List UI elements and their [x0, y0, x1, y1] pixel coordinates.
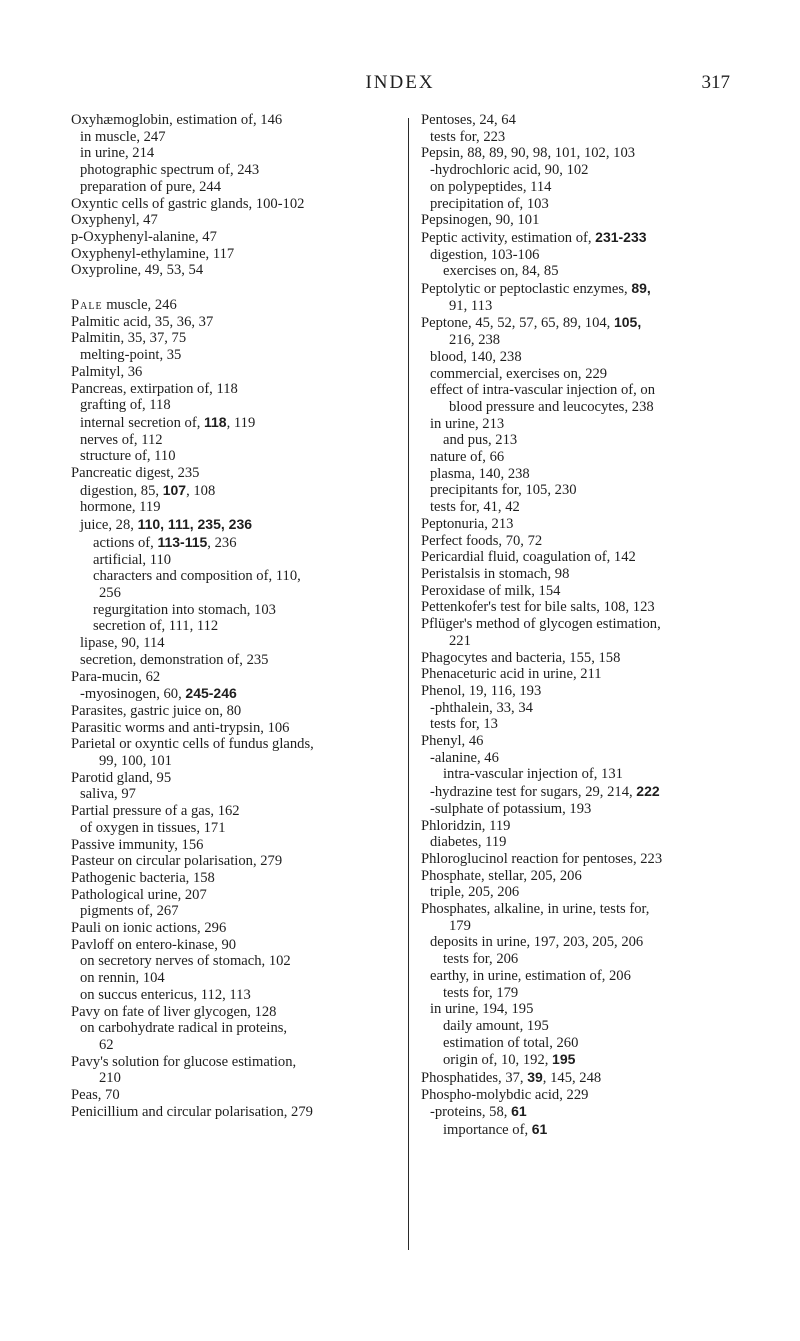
entry-text: Peptic activity, estimation of, — [421, 229, 596, 246]
entry-text: Pavy's solution for glucose estimation, — [71, 1053, 297, 1070]
index-entry — [71, 618, 417, 635]
entry-text: 216, 238 — [449, 332, 501, 349]
index-entry — [421, 583, 767, 600]
index-entry — [421, 750, 767, 767]
index-entry — [421, 733, 767, 750]
entry-text: in urine, 213 — [430, 415, 505, 432]
index-entry — [71, 937, 417, 954]
entry-text: Phloroglucinol reaction for pentoses, 223 — [421, 850, 663, 867]
index-entry — [421, 851, 767, 868]
index-entry — [421, 449, 767, 466]
index-entry — [421, 951, 767, 968]
entry-text: Pettenkofer's test for bile salts, 108, 123 — [421, 599, 655, 616]
index-entry — [71, 1004, 417, 1021]
entry-text: , 236 — [207, 534, 237, 551]
entry-text: 179 — [449, 917, 471, 934]
index-entry — [71, 262, 417, 279]
bold-page-ref: 61 — [511, 1103, 527, 1120]
entry-text: muscle, 246 — [102, 297, 177, 314]
entry-text: in muscle, 247 — [80, 128, 166, 145]
bold-page-ref: 105, — [613, 314, 642, 331]
entry-text: Pepsinogen, 90, 101 — [421, 212, 540, 229]
index-entry — [71, 1070, 417, 1087]
entry-text: saliva, 97 — [80, 786, 136, 803]
entry-text: digestion, 103-106 — [430, 246, 540, 263]
entry-text: Oxyphenyl, 47 — [71, 212, 158, 229]
entry-text: triple, 205, 206 — [430, 884, 520, 901]
index-entry — [421, 801, 767, 818]
entry-text: Palmitin, 35, 37, 75 — [71, 330, 187, 347]
entry-text: 256 — [99, 584, 121, 601]
index-entry — [71, 465, 417, 482]
index-entry — [421, 616, 767, 633]
index-entry — [71, 516, 417, 534]
index-entry — [421, 247, 767, 264]
entry-text: Peroxidase of milk, 154 — [421, 582, 561, 599]
entry-text: Peristalsis in stomach, 98 — [421, 565, 570, 582]
entry-text: Pepsin, 88, 89, 90, 98, 101, 102, 103 — [421, 145, 636, 162]
entry-text: Phosphate, stellar, 205, 206 — [421, 867, 582, 884]
entry-text: Pathological urine, 207 — [71, 886, 207, 903]
index-entry — [71, 314, 417, 331]
bold-page-ref: 89, — [631, 280, 651, 297]
entry-text: estimation of total, 260 — [443, 1034, 579, 1051]
entry-text: Partial pressure of a gas, 162 — [71, 803, 240, 820]
index-entry — [71, 499, 417, 516]
entry-text: 99, 100, 101 — [99, 753, 172, 770]
index-entry — [421, 633, 767, 650]
column-divider — [408, 118, 409, 1250]
entry-text: -phthalein, 33, 34 — [430, 699, 533, 716]
index-entry — [421, 162, 767, 179]
index-entry — [71, 685, 417, 703]
entry-text: 91, 113 — [449, 297, 493, 314]
entry-text: Pancreas, extirpation of, 118 — [71, 380, 238, 397]
entry-text: Parasitic worms and anti-trypsin, 106 — [71, 719, 290, 736]
index-entry — [421, 934, 767, 951]
index-entry — [71, 330, 417, 347]
index-entry — [421, 918, 767, 935]
entry-text: structure of, 110 — [80, 448, 176, 465]
index-entry — [71, 736, 417, 753]
entry-text: tests for, 13 — [430, 716, 498, 733]
entry-text: intra-vascular injection of, 131 — [443, 766, 623, 783]
index-entry — [71, 552, 417, 569]
index-entry — [421, 1087, 767, 1104]
entry-text: artificial, 110 — [93, 551, 172, 568]
entry-text: Pavy on fate of liver glycogen, 128 — [71, 1003, 277, 1020]
index-entry — [421, 1103, 767, 1121]
bold-page-ref: 231-233 — [595, 228, 647, 245]
index-entry — [421, 366, 767, 383]
index-entry — [71, 920, 417, 937]
entry-text: Peptone, 45, 52, 57, 65, 89, 104, — [421, 315, 614, 332]
entry-text: Phospho-molybdic acid, 229 — [421, 1086, 589, 1103]
entry-text: lipase, 90, 114 — [80, 635, 165, 652]
index-entry — [71, 196, 417, 213]
index-entry — [421, 298, 767, 315]
entry-text: on rennin, 104 — [80, 970, 165, 987]
index-entry — [71, 887, 417, 904]
bold-page-ref: 195 — [552, 1051, 576, 1068]
entry-text: tests for, 223 — [430, 128, 506, 145]
entry-text: -hydrochloric acid, 90, 102 — [430, 162, 589, 179]
index-entry — [71, 347, 417, 364]
entry-text: Pathogenic bacteria, 158 — [71, 869, 215, 886]
entry-text: 62 — [99, 1036, 114, 1053]
entry-text: Pflüger's method of glycogen estimation, — [421, 616, 661, 633]
entry-text: photographic spectrum of, 243 — [80, 162, 260, 179]
entry-text: Phosphatides, 37, — [421, 1070, 528, 1087]
entry-text: on succus entericus, 112, 113 — [80, 986, 251, 1003]
entry-text: Pasteur on circular polarisation, 279 — [71, 853, 283, 870]
bold-page-ref: 39 — [527, 1069, 543, 1086]
entry-text: secretion of, 111, 112 — [93, 618, 219, 635]
bold-page-ref: 61 — [531, 1121, 548, 1138]
index-entry — [421, 196, 767, 213]
index-entry — [71, 212, 417, 229]
entry-text: , 119 — [226, 414, 256, 431]
entry-text: commercial, exercises on, 229 — [430, 365, 608, 382]
entry-text: Peptonuria, 213 — [421, 515, 514, 532]
index-entry — [421, 1069, 767, 1087]
index-entry — [421, 280, 767, 298]
entry-text: Palmityl, 36 — [71, 363, 143, 380]
entry-text: , 108 — [186, 482, 216, 499]
index-entry — [71, 820, 417, 837]
index-entry — [421, 533, 767, 550]
entry-text: Para-mucin, 62 — [71, 668, 161, 685]
entry-text: Oxyphenyl-ethylamine, 117 — [71, 245, 235, 262]
entry-text: grafting of, 118 — [80, 397, 171, 414]
index-entry — [71, 297, 417, 314]
index-entry — [71, 246, 417, 263]
entry-text: secretion, demonstration of, 235 — [80, 651, 269, 668]
index-entry — [71, 837, 417, 854]
entry-text: earthy, in urine, estimation of, 206 — [430, 967, 631, 984]
entry-text: Perfect foods, 70, 72 — [421, 532, 543, 549]
index-entry — [421, 1121, 767, 1139]
bold-page-ref: 245-246 — [185, 685, 237, 702]
index-entry — [421, 129, 767, 146]
index-entry — [421, 683, 767, 700]
index-entry — [71, 870, 417, 887]
index-entry — [71, 953, 417, 970]
index-entry — [71, 162, 417, 179]
index-entry — [71, 179, 417, 196]
index-entry — [421, 179, 767, 196]
entry-text: melting-point, 35 — [80, 347, 182, 364]
index-entry — [421, 766, 767, 783]
entry-text: in urine, 214 — [80, 145, 155, 162]
index-entry — [421, 416, 767, 433]
entry-text: regurgitation into stomach, 103 — [93, 601, 276, 618]
entry-text: pigments of, 267 — [80, 903, 179, 920]
index-entry — [71, 432, 417, 449]
index-entry — [71, 1037, 417, 1054]
bold-page-ref: 107 — [162, 481, 187, 498]
entry-text: and pus, 213 — [443, 432, 518, 449]
entry-text: -hydrazine test for sugars, 29, 214, — [430, 784, 637, 801]
entry-text: -proteins, 58, — [430, 1104, 512, 1121]
entry-text: -myosinogen, 60, — [80, 686, 186, 703]
entry-text: precipitants for, 105, 230 — [430, 482, 577, 499]
index-entry — [71, 1104, 417, 1121]
index-entry — [421, 145, 767, 162]
index-entry — [71, 803, 417, 820]
entry-text: hormone, 119 — [80, 499, 161, 516]
bold-page-ref: 110, 111, 235, 236 — [137, 516, 253, 533]
entry-text: Oxyproline, 49, 53, 54 — [71, 262, 204, 279]
index-entry — [71, 753, 417, 770]
index-entry — [421, 968, 767, 985]
entry-text: Phloridzin, 119 — [421, 817, 511, 834]
entry-text: Pauli on ionic actions, 296 — [71, 920, 227, 937]
entry-text: Pericardial fluid, coagulation of, 142 — [421, 549, 636, 566]
entry-text: Pavloff on entero-kinase, 90 — [71, 936, 237, 953]
page-title: INDEX — [365, 72, 435, 93]
index-entry — [71, 987, 417, 1004]
entry-text: tests for, 179 — [443, 984, 519, 1001]
index-entry — [421, 1001, 767, 1018]
index-entry — [421, 901, 767, 918]
index-entry — [421, 112, 767, 129]
entry-text: daily amount, 195 — [443, 1017, 549, 1034]
entry-text: in urine, 194, 195 — [430, 1001, 534, 1018]
index-column-right — [421, 112, 767, 1139]
index-entry — [421, 1051, 767, 1069]
entry-text: blood pressure and leucocytes, 238 — [449, 398, 654, 415]
index-entry — [71, 903, 417, 920]
entry-text: -sulphate of potassium, 193 — [430, 800, 592, 817]
index-entry — [71, 1087, 417, 1104]
index-entry — [71, 635, 417, 652]
index-entry — [71, 703, 417, 720]
index-entry — [71, 482, 417, 500]
index-entry — [421, 566, 767, 583]
bold-page-ref: 113-115 — [157, 533, 208, 550]
index-entry — [71, 145, 417, 162]
index-entry — [421, 332, 767, 349]
entry-text: exercises on, 84, 85 — [443, 263, 559, 280]
entry-text: characters and composition of, 110, — [93, 568, 301, 585]
entry-text: Pancreatic digest, 235 — [71, 465, 200, 482]
index-entry — [71, 652, 417, 669]
index-entry — [71, 970, 417, 987]
entry-text: Phenyl, 46 — [421, 733, 484, 750]
index-entry — [421, 314, 767, 332]
index-entry — [71, 414, 417, 432]
index-column-left — [71, 112, 417, 1120]
entry-text: nature of, 66 — [430, 449, 505, 466]
entry-text: 210 — [99, 1070, 121, 1087]
entry-text: Oxyhæmoglobin, estimation of, 146 — [71, 112, 283, 128]
entry-text: Phenaceturic acid in urine, 211 — [421, 666, 602, 683]
index-entry — [421, 229, 767, 247]
index-entry — [421, 868, 767, 885]
entry-text: preparation of pure, 244 — [80, 178, 222, 195]
index-entry — [71, 786, 417, 803]
index-entry — [421, 834, 767, 851]
entry-text: Oxyntic cells of gastric glands, 100-102 — [71, 195, 305, 212]
index-entry — [71, 534, 417, 552]
entry-text: Palmitic acid, 35, 36, 37 — [71, 313, 214, 330]
index-entry — [421, 382, 767, 399]
index-entry — [71, 448, 417, 465]
entry-text: on polypeptides, 114 — [430, 178, 552, 195]
index-entry — [71, 1054, 417, 1071]
entry-text: p-Oxyphenyl-alanine, 47 — [71, 228, 217, 245]
entry-text: Parasites, gastric juice on, 80 — [71, 702, 242, 719]
index-entry — [71, 770, 417, 787]
index-entry — [71, 1020, 417, 1037]
index-entry — [421, 516, 767, 533]
entry-text: of oxygen in tissues, 171 — [80, 819, 226, 836]
bold-page-ref: 222 — [636, 783, 660, 800]
entry-text: Phosphates, alkaline, in urine, tests for, — [421, 901, 650, 918]
index-entry — [421, 783, 767, 801]
index-entry — [421, 466, 767, 483]
entry-text: tests for, 41, 42 — [430, 499, 520, 516]
index-entry — [71, 364, 417, 381]
entry-text: Peas, 70 — [71, 1087, 120, 1104]
page-header — [0, 72, 800, 102]
entry-text: Parietal or oxyntic cells of fundus glands, — [71, 736, 314, 753]
index-entry — [421, 650, 767, 667]
index-entry — [421, 1018, 767, 1035]
index-entry — [421, 818, 767, 835]
index-entry — [71, 853, 417, 870]
index-entry — [421, 884, 767, 901]
index-entry — [421, 212, 767, 229]
entry-text: Pentoses, 24, 64 — [421, 112, 516, 128]
index-entry — [421, 985, 767, 1002]
index-entry — [421, 599, 767, 616]
entry-text: importance of, — [443, 1122, 532, 1139]
entry-text: precipitation of, 103 — [430, 195, 549, 212]
index-entry — [421, 700, 767, 717]
index-entry — [421, 666, 767, 683]
entry-text: Peptolytic or peptoclastic enzymes, — [421, 281, 632, 298]
index-entry — [421, 1035, 767, 1052]
entry-text: on secretory nerves of stomach, 102 — [80, 953, 291, 970]
index-entry — [421, 716, 767, 733]
index-entry — [71, 602, 417, 619]
index-entry — [421, 263, 767, 280]
entry-text: , 145, 248 — [542, 1070, 602, 1087]
entry-text: Phagocytes and bacteria, 155, 158 — [421, 649, 621, 666]
entry-text: -alanine, 46 — [430, 749, 499, 766]
section-gap — [71, 279, 417, 297]
entry-text: Passive immunity, 156 — [71, 836, 204, 853]
entry-text: Parotid gland, 95 — [71, 769, 172, 786]
entry-text: internal secretion of, — [80, 414, 204, 431]
index-entry — [71, 720, 417, 737]
section-initial: Pale — [71, 297, 103, 314]
index-entry — [421, 349, 767, 366]
index-entry — [71, 381, 417, 398]
index-entry — [71, 112, 417, 129]
index-entry — [421, 432, 767, 449]
entry-text: on carbohydrate radical in proteins, — [80, 1020, 288, 1037]
index-entry — [71, 585, 417, 602]
entry-text: 221 — [449, 632, 471, 649]
entry-text: nerves of, 112 — [80, 431, 163, 448]
entry-text: tests for, 206 — [443, 951, 519, 968]
index-entry — [421, 399, 767, 416]
entry-text: digestion, 85, — [80, 482, 163, 499]
index-entry — [71, 229, 417, 246]
index-entry — [421, 482, 767, 499]
index-entry — [421, 499, 767, 516]
entry-text: blood, 140, 238 — [430, 348, 522, 365]
entry-text: origin of, 10, 192, — [443, 1052, 553, 1069]
entry-text: Penicillium and circular polarisation, 279 — [71, 1103, 313, 1120]
index-entry — [71, 568, 417, 585]
entry-text: plasma, 140, 238 — [430, 465, 530, 482]
entry-text: actions of, — [93, 534, 158, 551]
entry-text: effect of intra-vascular injection of, on — [430, 382, 656, 399]
index-entry — [71, 129, 417, 146]
bold-page-ref: 118 — [204, 413, 227, 430]
entry-text: diabetes, 119 — [430, 834, 507, 851]
index-entry — [71, 669, 417, 686]
index-entry — [71, 397, 417, 414]
entry-text: deposits in urine, 197, 203, 205, 206 — [430, 934, 644, 951]
entry-text: Phenol, 19, 116, 193 — [421, 682, 542, 699]
page-number: 317 — [701, 72, 730, 93]
index-entry — [421, 549, 767, 566]
entry-text: juice, 28, — [80, 517, 138, 534]
